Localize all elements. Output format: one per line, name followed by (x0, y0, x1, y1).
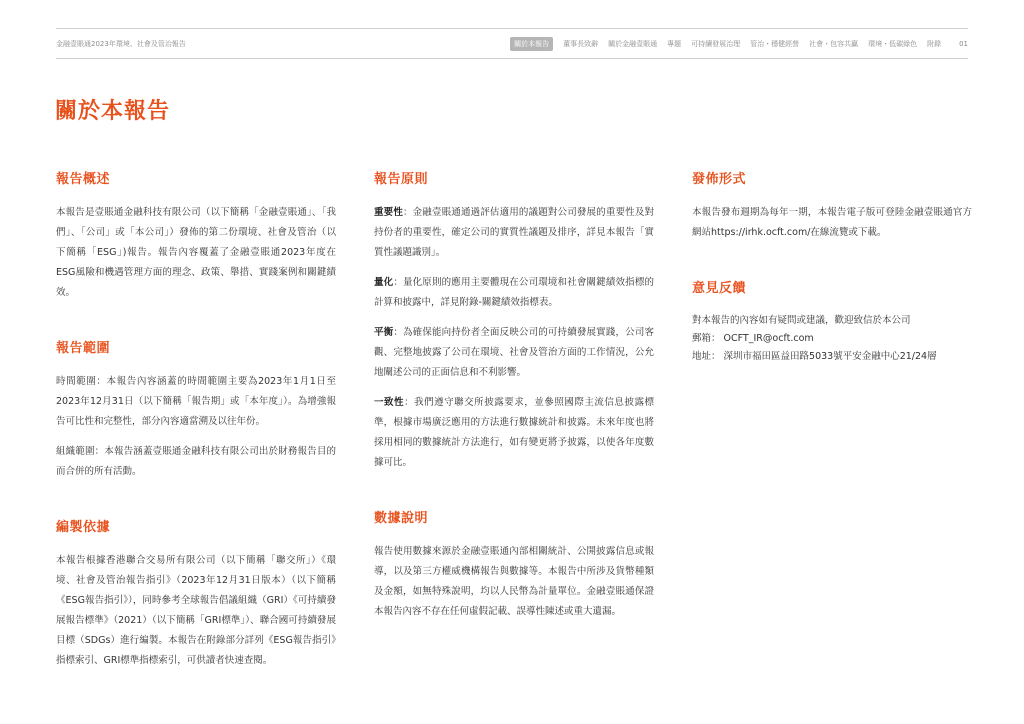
data-text: 報告使用數據來源於金融壹賬通內部相關統計、公開披露信息或報導，以及第三方權威機構報告與數據等。本報告中所涉及貨幣種類及金額，如無特殊說明，均以人民幣為計量單位。金融壹賬通保證本報告內容不存在任何虛假記載、誤導性陳述或重大遺漏。 (374, 546, 654, 617)
nav-item-sustainability-governance[interactable]: 可持續發展治理 (691, 40, 741, 48)
section-basis (56, 516, 336, 671)
scope-time-text: 時間範圍：本報告內容涵蓋的時間範圍主要為2023年1月1日至2023年12月31日（以下簡稱「報告期」或「本年度」）。為增強報告可比性和完整性，部分內容適當溯及以往年份。 (56, 376, 336, 427)
nav-item-about-report[interactable]: 關於本報告 (510, 37, 553, 51)
section-feedback (692, 277, 972, 366)
page-number: 01 (959, 40, 968, 48)
section-data (374, 507, 654, 622)
nav-item-environment[interactable]: 環境・低碳綠色 (868, 40, 918, 48)
column-middle (374, 168, 654, 656)
principle-materiality (374, 203, 654, 263)
nav-item-feature[interactable]: 專題 (667, 40, 682, 48)
column-left (56, 168, 336, 705)
feedback-email[interactable]: 郵箱： OCFT_IR@ocft.com (692, 333, 814, 344)
section-title-basis: 編製依據 (56, 520, 111, 535)
basis-text: 本報告根據香港聯合交易所有限公司（以下簡稱「聯交所」）《環境、社會及管治報告指引》（2023年12月31日版本）（以下簡稱《ESG報告指引》），同時參考全球報告倡議組織（GRI）《可持續發展報告標準》（2021）（以下簡稱「GRI標準」）、聯合國可持續發展目標（SDGs）進行編製。本報告在附錄部分詳列《ESG報告指引》指標索引、GRI標準指標索引，可供讀者快速查閱。 (56, 555, 336, 666)
section-title-overview: 報告概述 (56, 172, 111, 187)
principle-balance (374, 323, 654, 383)
section-title-data: 數據說明 (374, 511, 429, 526)
principle-term: 量化 (374, 277, 394, 288)
principle-term: 重要性 (374, 207, 403, 218)
header-top-rule (56, 28, 968, 29)
principle-consistency (374, 393, 654, 473)
feedback-intro: 對本報告的內容如有疑問或建議，歡迎致信於本公司 (692, 315, 911, 326)
section-scope (56, 337, 336, 482)
page-title: 關於本報告 (55, 99, 171, 124)
principle-text: ：我們遵守聯交所披露要求，並參照國際主流信息披露標準，根據市場廣泛應用的方法進行數據統計和披露。未來年度也將採用相同的數據統計方法進行，如有變更將予披露，以使各年度數據可比。 (374, 397, 654, 468)
chapter-nav (510, 37, 968, 51)
scope-org-text: 組織範圍：本報告涵蓋壹賬通金融科技有限公司出於財務報告目的而合併的所有活動。 (56, 446, 336, 477)
format-text: 本報告發布週期為每年一期，本報告電子版可登陸金融壹賬通官方網站https://irhk.ocft.com/在線流覽或下載。 (692, 207, 972, 238)
document-title: 金融壹賬通2023年環境、社會及管治報告 (56, 40, 186, 48)
column-right (692, 168, 972, 400)
principle-text: ：量化原則的應用主要體現在公司環境和社會關鍵績效指標的計算和披露中，詳見附錄-關鍵績效指標表。 (374, 277, 654, 308)
page-header (56, 36, 968, 52)
section-title-format: 發佈形式 (692, 172, 747, 187)
principle-term: 平衡 (374, 327, 394, 338)
nav-item-about-company[interactable]: 關於金融壹賬通 (608, 40, 658, 48)
principle-text: ：為確保能向持份者全面反映公司的可持續發展實踐，公司客觀、完整地披露了公司在環境、社會及管治方面的工作情況，公允地闡述公司的正面信息和不利影響。 (374, 327, 654, 378)
section-title-feedback: 意見反饋 (692, 281, 747, 296)
section-principles (374, 168, 654, 473)
principle-text: ：金融壹賬通通過評估適用的議題對公司發展的重要性及對持份者的重要性，確定公司的實質性議題及排序，詳見本報告「實質性議題識別」。 (374, 207, 654, 258)
overview-text: 本報告是壹賬通金融科技有限公司（以下簡稱「金融壹賬通」、「我們」、「公司」或「本公司」）發佈的第二份環境、社會及管治（以下簡稱「ESG」)報告。報告內容覆蓋了金融壹賬通2023年度在ESG風險和機遇管理方面的理念、政策、舉措、實踐案例和關鍵績效。 (56, 207, 336, 298)
section-format (692, 168, 972, 243)
nav-item-appendix[interactable]: 附錄 (927, 40, 942, 48)
feedback-address: 地址： 深圳市福田區益田路5033號平安金融中心21/24層 (692, 351, 937, 362)
section-title-scope: 報告範圍 (56, 341, 111, 356)
section-overview (56, 168, 336, 303)
nav-item-governance[interactable]: 管治・穩健經營 (750, 40, 800, 48)
section-title-principles: 報告原則 (374, 172, 429, 187)
header-bottom-rule (56, 58, 968, 59)
principle-term: 一致性 (374, 397, 405, 408)
nav-item-social[interactable]: 社會・包容共贏 (809, 40, 859, 48)
principle-quantitative (374, 273, 654, 313)
nav-item-chairman-statement[interactable]: 董事長致辭 (563, 40, 599, 48)
